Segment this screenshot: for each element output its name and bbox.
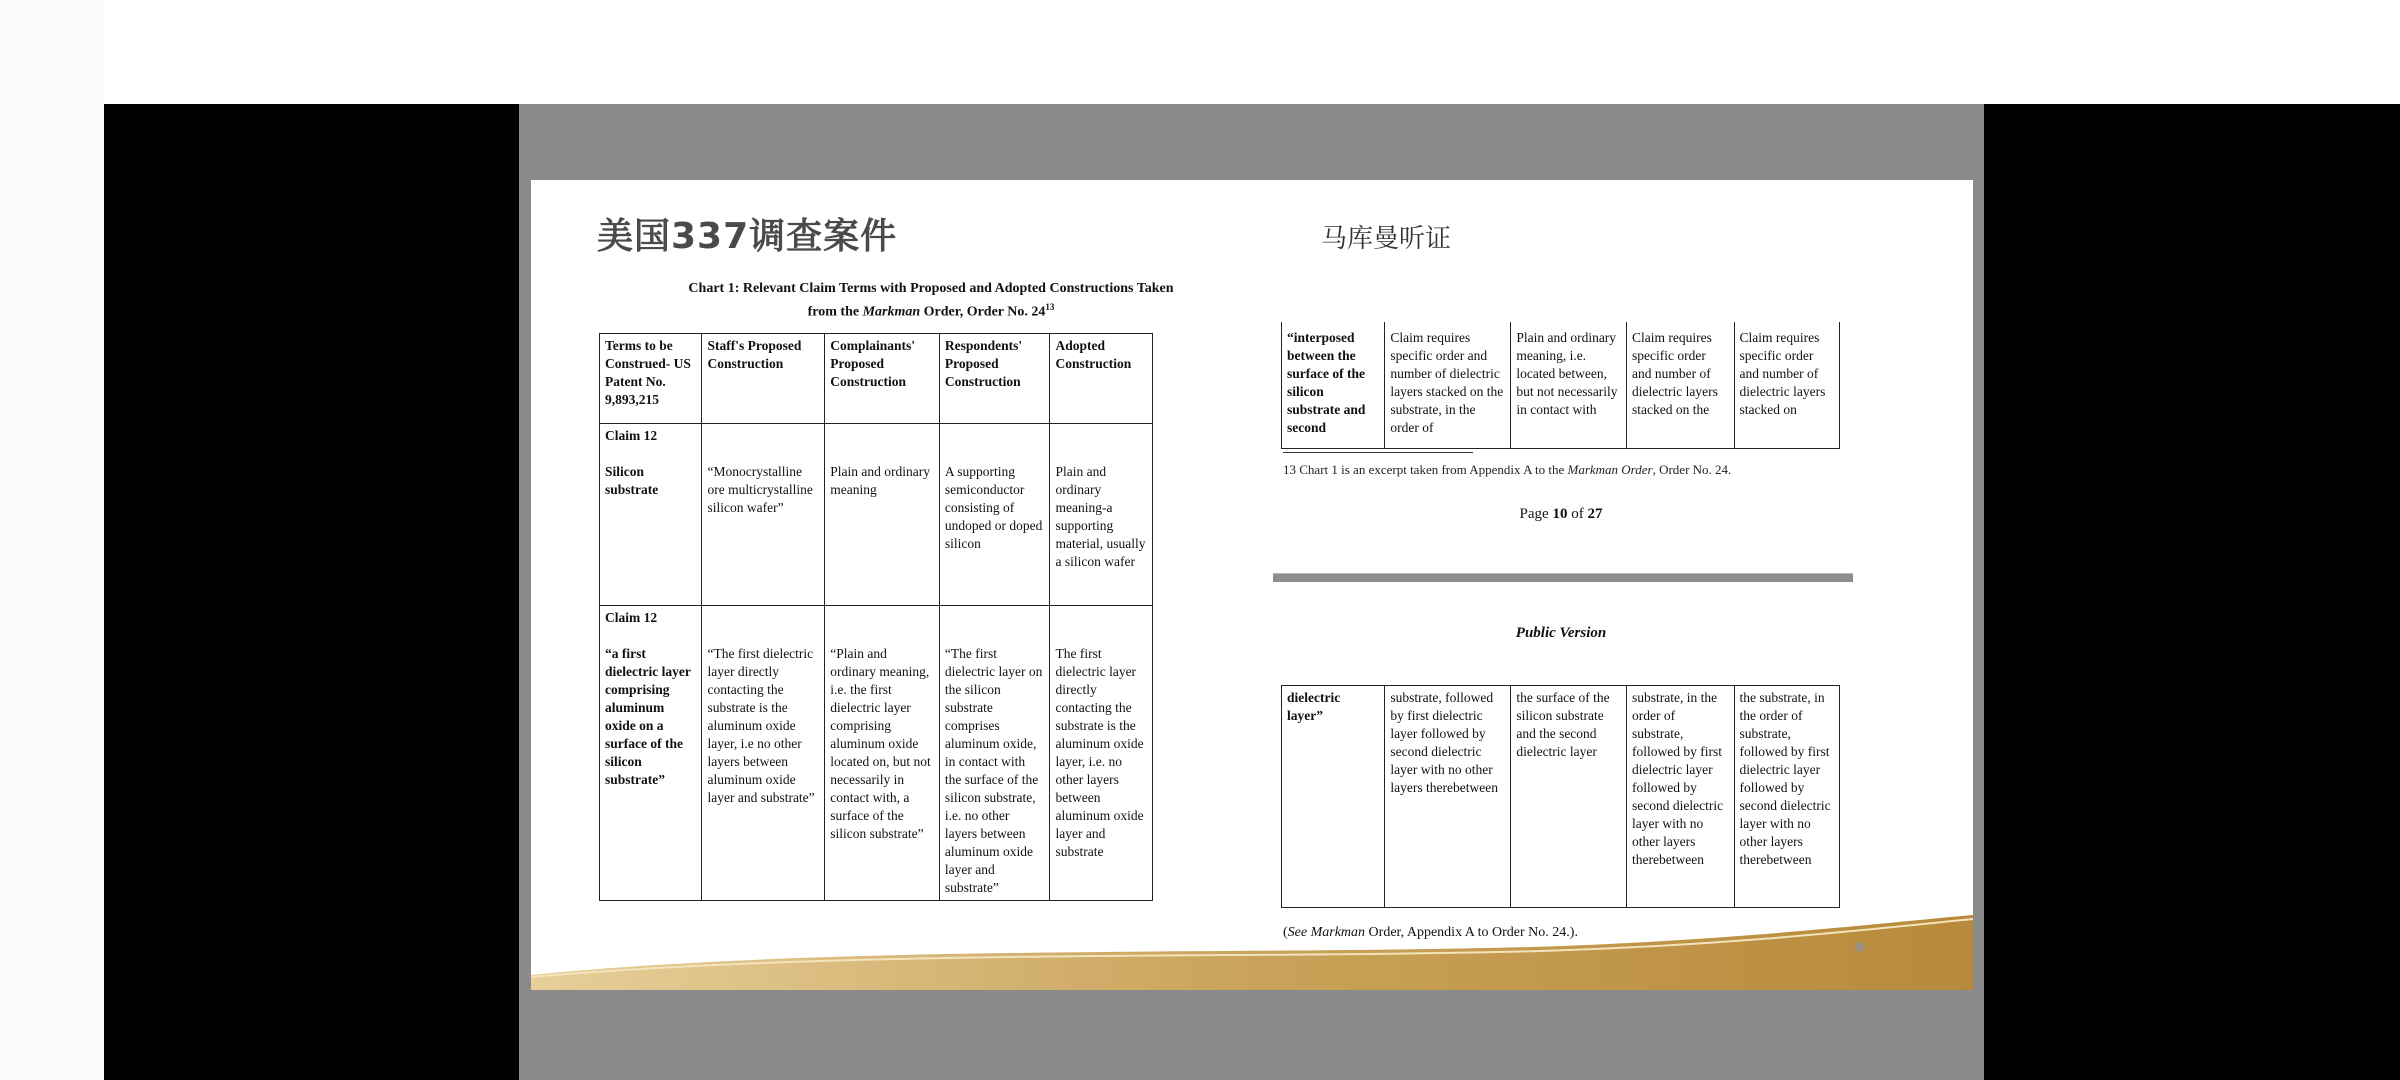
respondents-cell: A supporting semiconductor consisting of undoped or doped silicon xyxy=(939,424,1050,606)
header-respondents: Respondents' Proposed Construction xyxy=(939,334,1050,424)
respondents-cell: substrate, in the order of substrate, followed by first dielectric layer followed by second dielectric layer with no other layers therebetween xyxy=(1627,686,1735,908)
staff-cell: Claim requires specific order and number of dielectric layers stacked on the substrate, in the order of xyxy=(1385,301,1511,449)
adopted-cell: Claim requires specific order and number of dielectric layers stacked on xyxy=(1734,301,1839,449)
chart-caption xyxy=(611,280,1251,322)
page10-table-fragment xyxy=(1281,300,1840,449)
footnote-divider xyxy=(1283,452,1473,453)
complainants-cell: the surface of the silicon substrate and the second dielectric layer xyxy=(1511,686,1627,908)
claim-construction-table xyxy=(599,333,1153,901)
respondents-cell: “The first dielectric layer on the silicon substrate comprises aluminum oxide, in contact with the surface of the silicon substrate, i.e. no other layers between aluminum oxide layer and substrate” xyxy=(939,606,1050,901)
complainants-cell: Plain and ordinary meaning, i.e. located between, but not necessarily in contact with xyxy=(1511,301,1627,449)
chart-caption-line1: Chart 1: Relevant Claim Terms with Proposed and Adopted Constructions Taken xyxy=(688,281,1174,296)
complainants-cell: “Plain and ordinary meaning, i.e. the first dielectric layer comprising aluminum oxide located on, but not necessarily in contact with, a surface of the silicon substrate” xyxy=(825,606,940,901)
staff-cell: “Monocrystalline ore multicrystalline silicon wafer” xyxy=(702,424,825,606)
complainants-cell: Plain and ordinary meaning xyxy=(825,424,940,606)
footnote: 13 Chart 1 is an excerpt taken from Appendix A to the Markman Order, Order No. 24. xyxy=(1283,462,1732,477)
page-break-bar xyxy=(1273,573,1853,582)
table-row xyxy=(1282,301,1840,449)
source-citation: (See Markman Order, Appendix A to Order No. 24.). xyxy=(1283,925,1578,940)
header-staff: Staff's Proposed Construction xyxy=(702,334,825,424)
adopted-cell: the substrate, in the order of substrate, followed by first dielectric layer followed by second dielectric layer with no other layers therebetween xyxy=(1734,686,1839,908)
table-row xyxy=(600,424,1153,606)
table-crop-mask xyxy=(1281,296,1841,322)
adopted-cell: Plain and ordinary meaning-a supporting material, usually a silicon wafer xyxy=(1050,424,1153,606)
page-number: Page 10 of 27 xyxy=(1519,506,1603,522)
term-cell: dielectric layer” xyxy=(1282,686,1385,908)
public-version-label: Public Version xyxy=(1515,625,1607,641)
respondents-cell: Claim requires specific order and number of dielectric layers stacked on the xyxy=(1627,301,1735,449)
term-cell xyxy=(600,424,702,606)
left-side-panel xyxy=(0,0,104,1080)
staff-cell: “The first dielectric layer directly contacting the substrate is the aluminum oxide layer, i.e no other layers between aluminum oxide layer and substrate” xyxy=(702,606,825,901)
term-cell xyxy=(600,606,702,901)
term-text: Silicon substrate xyxy=(605,464,659,497)
header-terms: Terms to be Construed- US Patent No. 9,893,215 xyxy=(600,334,702,424)
slide-marker-dot xyxy=(1855,942,1865,952)
table-row xyxy=(600,606,1153,901)
top-blank-area xyxy=(0,0,2400,104)
header-adopted: Adopted Construction xyxy=(1050,334,1153,424)
term-cell: “interposed between the surface of the silicon substrate and second xyxy=(1282,301,1385,449)
slide-subtitle: 马库曼听证 xyxy=(1321,224,1452,254)
gold-wave-decoration xyxy=(531,915,1973,990)
page11-table-fragment xyxy=(1281,685,1840,908)
table-header-row xyxy=(600,334,1153,424)
slide-title: 美国337调查案件 xyxy=(597,216,898,257)
table-row xyxy=(1282,686,1840,908)
chart-caption-line2: from the Markman Order, Order No. $24^{13}$ xyxy=(807,302,1055,320)
staff-cell: substrate, followed by first dielectric layer followed by second dielectric layer with no other layers therebetween xyxy=(1385,686,1511,908)
claim-label: Claim 12 xyxy=(605,610,658,625)
claim-label: Claim 12 xyxy=(605,428,658,443)
term-text: “a first dielectric layer comprising aluminum oxide on a surface of the silicon substrate” xyxy=(605,646,691,787)
header-complainants: Complainants' Proposed Construction xyxy=(825,334,940,424)
adopted-cell: The first dielectric layer directly contacting the substrate is the aluminum oxide layer, i.e. no other layers between aluminum oxide layer and substrate xyxy=(1050,606,1153,901)
presentation-slide xyxy=(531,180,1973,990)
